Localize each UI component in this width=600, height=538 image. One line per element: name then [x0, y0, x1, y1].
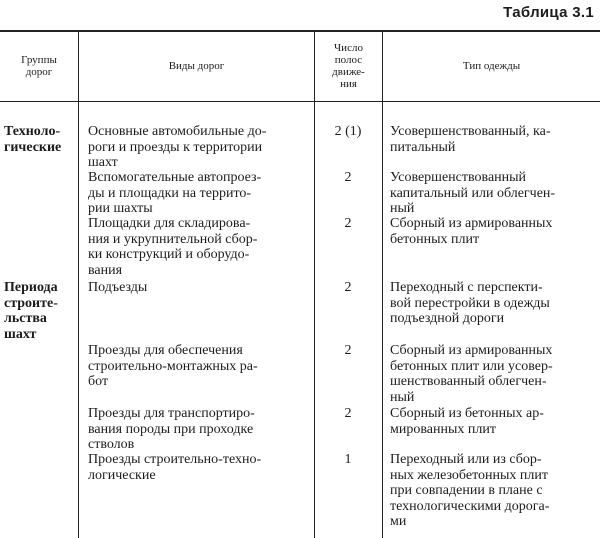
table-cell-lanes: 2: [344, 406, 352, 421]
table-cell-lanes: 1: [344, 452, 352, 467]
table-cell-lanes: 2: [344, 280, 352, 295]
table-cell-kind: Основные автомобильные до- роги и проезды к территории шахт: [88, 124, 267, 170]
table-cell-kind: Площадки для складирова- ния и укрупнительной сбор- ки конструкций и оборудо- вания: [88, 216, 258, 278]
table-cell-kind: Проезды для транспортиро- вания породы при проходке стволов: [88, 406, 255, 452]
table-cell-kind: Вспомогательные автопроез- ды и площадки на террито- рии шахты: [88, 170, 262, 216]
table-cell-dressing: Усовершенствованный капитальный или облегчен- ный: [390, 170, 556, 216]
header-dressing: Тип одежды: [462, 60, 521, 72]
table-cell-kind: Подъезды: [88, 280, 148, 295]
header-lanes: Число полос движе- ния: [332, 42, 365, 90]
table-cell-kind: Проезды строительно-техно- логические: [88, 452, 262, 483]
header-kinds: Виды дорог: [168, 60, 225, 72]
group-technological: Техноло- гические: [4, 124, 62, 155]
table-cell-dressing: Сборный из бетонных ар- мированных плит: [390, 406, 544, 437]
table-cell-lanes: 2 (1): [334, 124, 362, 139]
table-cell-dressing: Усовершенствованный, ка- питальный: [390, 124, 551, 155]
column-divider: [382, 31, 383, 538]
group-construction-period: Периода строите- льства шахт: [4, 280, 58, 342]
table-cell-lanes: 2: [344, 343, 352, 358]
table-cell-dressing: Переходный с перспекти- вой перестройки в одежды подъездной дороги: [390, 280, 550, 326]
header-bottom-rule: [0, 101, 600, 102]
table-caption: Таблица 3.1: [503, 4, 594, 21]
table-cell-dressing: Сборный из армированных бетонных плит: [390, 216, 553, 247]
header-groups: Группы дорог: [21, 54, 57, 78]
column-divider: [314, 31, 315, 538]
table-cell-lanes: 2: [344, 216, 352, 231]
table-cell-kind: Проезды для обеспечения строительно-монтажных ра- бот: [88, 343, 258, 389]
table-cell-dressing: Переходный или из сбор- ных железобетонных плит при совпадении в плане с технологическими дорога- ми: [390, 452, 550, 529]
table-cell-lanes: 2: [344, 170, 352, 185]
column-divider: [78, 31, 79, 538]
table-cell-dressing: Сборный из армированных бетонных плит или усовер- шенствованный облегчен- ный: [390, 343, 553, 405]
